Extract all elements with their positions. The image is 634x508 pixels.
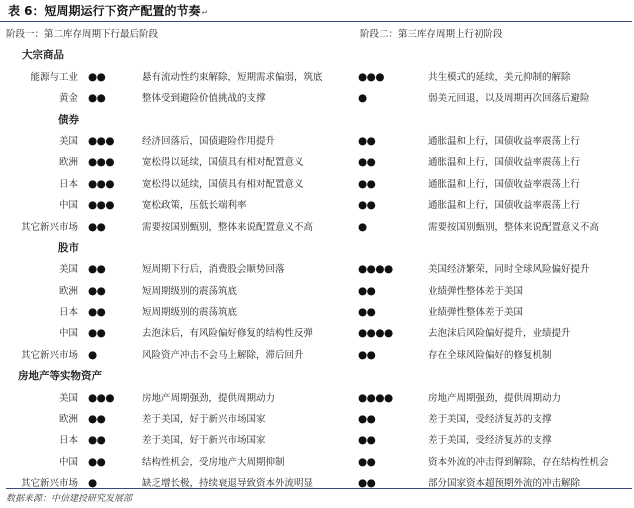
table-row	[0, 281, 634, 302]
phase1-comment: 经济回落后，国债避险作用提升	[142, 135, 276, 147]
phase1-rating: ●●	[88, 413, 106, 426]
phase1-comment: 需要按国别甄别，整体来说配置意义不高	[142, 221, 314, 233]
phase1-rating: ●●	[88, 263, 106, 276]
phase1-comment: 整体受到避险价值挑战的支撑	[142, 93, 266, 105]
asset-name: 其它新兴市场	[20, 349, 78, 361]
section-title: 房地产等实物资产	[18, 370, 102, 383]
section-title: 股市	[58, 241, 79, 254]
phase1-rating: ●●	[88, 455, 106, 468]
asset-name: 欧洲	[58, 157, 78, 169]
phase2-rating: ●●	[358, 413, 376, 426]
phase1-label: 阶段一：第二库存周期下行最后阶段	[6, 29, 159, 40]
phase1-comment: 宽松得以延续，国债具有相对配置意义	[142, 157, 304, 169]
phase1-rating: ●●●	[88, 199, 114, 212]
phase1-rating: ●●	[88, 284, 106, 297]
phase2-rating: ●	[358, 220, 367, 233]
phase2-comment: 部分国家资本超预期外流的冲击解除	[428, 478, 581, 490]
phase2-comment: 通胀温和上行，国债收益率震荡上行	[428, 157, 581, 169]
section-header-row	[0, 110, 634, 131]
asset-name: 中国	[58, 456, 78, 468]
phase2-comment: 业绩弹性整体差于美国	[428, 285, 524, 297]
section-header-row	[0, 238, 634, 259]
table-row	[0, 88, 634, 109]
phase2-rating: ●●	[358, 348, 376, 361]
table-row	[0, 67, 634, 88]
asset-name: 其它新兴市场	[20, 221, 78, 233]
phase1-rating: ●●	[88, 434, 106, 447]
phase2-comment: 差于美国，受经济复苏的支撑	[428, 414, 552, 426]
phase2-comment: 需要按国别甄别，整体来说配置意义不高	[428, 221, 600, 233]
phase2-comment: 差于美国，受经济复苏的支撑	[428, 435, 552, 447]
phase1-rating: ●●	[88, 327, 106, 340]
phase1-rating: ●	[88, 348, 97, 361]
asset-name: 其它新兴市场	[20, 478, 78, 490]
table-row	[0, 345, 634, 366]
source-note: 数据来源：中信建投研究发展部	[6, 488, 632, 504]
phase1-comment: 悬有流动性约束解除，短期需求偏弱，筑底	[142, 71, 323, 83]
phase1-comment: 房地产周期强劲，提供周期动力	[142, 392, 276, 404]
asset-name: 欧洲	[58, 285, 78, 297]
phase2-comment: 美国经济繁荣，同时全球风险偏好提升	[428, 264, 590, 276]
phase2-comment: 去泡沫后风险偏好提升，业绩提升	[428, 328, 571, 340]
asset-name: 欧洲	[58, 414, 78, 426]
phase2-rating: ●●	[358, 199, 376, 212]
phase-header-row	[0, 24, 634, 45]
phase2-rating: ●●	[358, 477, 376, 490]
phase1-comment: 缺乏增长极，持续衰退导致资本外流明显	[142, 478, 314, 490]
phase1-rating: ●●●	[88, 156, 114, 169]
phase2-comment: 通胀温和上行，国债收益率震荡上行	[428, 178, 581, 190]
phase2-rating: ●●	[358, 134, 376, 147]
asset-name: 中国	[58, 200, 78, 212]
table-row	[0, 409, 634, 430]
phase2-comment: 共生模式的延续，美元抑制的解除	[428, 71, 571, 83]
section-title: 大宗商品	[22, 49, 64, 62]
phase1-rating: ●●	[88, 220, 106, 233]
phase1-rating: ●●	[88, 306, 106, 319]
phase1-rating: ●●	[88, 70, 106, 83]
phase1-comment: 宽松得以延续，国债具有相对配置意义	[142, 178, 304, 190]
phase2-label: 阶段二：第三库存周期上行初阶段	[360, 29, 503, 40]
phase2-rating: ●●	[358, 434, 376, 447]
phase2-rating: ●●	[358, 177, 376, 190]
phase1-comment: 去泡沫后，有风险偏好修复的结构性反弹	[142, 328, 314, 340]
table-row	[0, 430, 634, 451]
phase2-rating: ●●●●	[358, 391, 393, 404]
table-row	[0, 323, 634, 344]
phase2-comment: 弱美元回退，以及周期再次回落后避险	[428, 93, 590, 105]
phase1-comment: 短周期下行后，消费股会顺势回落	[142, 264, 285, 276]
section-title: 债券	[58, 113, 79, 126]
phase1-rating: ●●●	[88, 391, 114, 404]
allocation-table	[0, 24, 634, 495]
table-row	[0, 131, 634, 152]
phase1-comment: 宽松政策，压低长端利率	[142, 200, 247, 212]
phase2-rating: ●●	[358, 156, 376, 169]
asset-name: 日本	[58, 435, 78, 447]
table-row	[0, 152, 634, 173]
phase2-comment: 业绩弹性整体差于美国	[428, 307, 524, 319]
phase2-rating: ●	[358, 92, 367, 105]
phase1-comment: 差于美国，好于新兴市场国家	[142, 414, 266, 426]
phase2-comment: 资本外流的冲击得到解除，存在结构性机会	[428, 456, 609, 468]
phase2-comment: 通胀温和上行，国债收益率震荡上行	[428, 200, 581, 212]
phase2-comment: 通胀温和上行，国债收益率震荡上行	[428, 135, 581, 147]
phase1-comment: 结构性机会，受房地产大周期抑制	[142, 456, 285, 468]
asset-name: 美国	[58, 392, 78, 404]
phase2-rating: ●●	[358, 284, 376, 297]
phase1-rating: ●●●	[88, 134, 114, 147]
phase2-comment: 存在全球风险偏好的修复机制	[428, 349, 552, 361]
table-row	[0, 195, 634, 216]
table-row	[0, 388, 634, 409]
table-row	[0, 302, 634, 323]
asset-name: 日本	[58, 178, 78, 190]
phase1-comment: 短周期级别的震荡筑底	[142, 285, 238, 297]
phase2-comment: 房地产周期强劲，提供周期动力	[428, 392, 562, 404]
phase1-rating: ●●	[88, 92, 106, 105]
table-row	[0, 259, 634, 280]
asset-name: 美国	[58, 135, 78, 147]
phase1-rating: ●	[88, 477, 97, 490]
table-row	[0, 217, 634, 238]
phase1-comment: 短周期级别的震荡筑底	[142, 307, 238, 319]
phase2-rating: ●●	[358, 306, 376, 319]
asset-name: 能源与工业	[30, 71, 78, 83]
phase1-comment: 风险资产冲击不会马上解除，滞后回升	[142, 349, 304, 361]
phase2-rating: ●●	[358, 455, 376, 468]
phase1-comment: 差于美国，好于新兴市场国家	[142, 435, 266, 447]
phase1-rating: ●●●	[88, 177, 114, 190]
section-header-row	[0, 45, 634, 66]
asset-name: 中国	[58, 328, 78, 340]
phase2-rating: ●●●	[358, 70, 384, 83]
table-title: 表 6：短周期运行下资产配置的节奏↵	[0, 0, 632, 22]
asset-name: 日本	[58, 307, 78, 319]
phase2-rating: ●●●●	[358, 327, 393, 340]
asset-name: 美国	[58, 264, 78, 276]
table-row	[0, 452, 634, 473]
section-header-row	[0, 366, 634, 387]
asset-name: 黄金	[58, 93, 78, 105]
phase2-rating: ●●●●	[358, 263, 393, 276]
table-row	[0, 174, 634, 195]
